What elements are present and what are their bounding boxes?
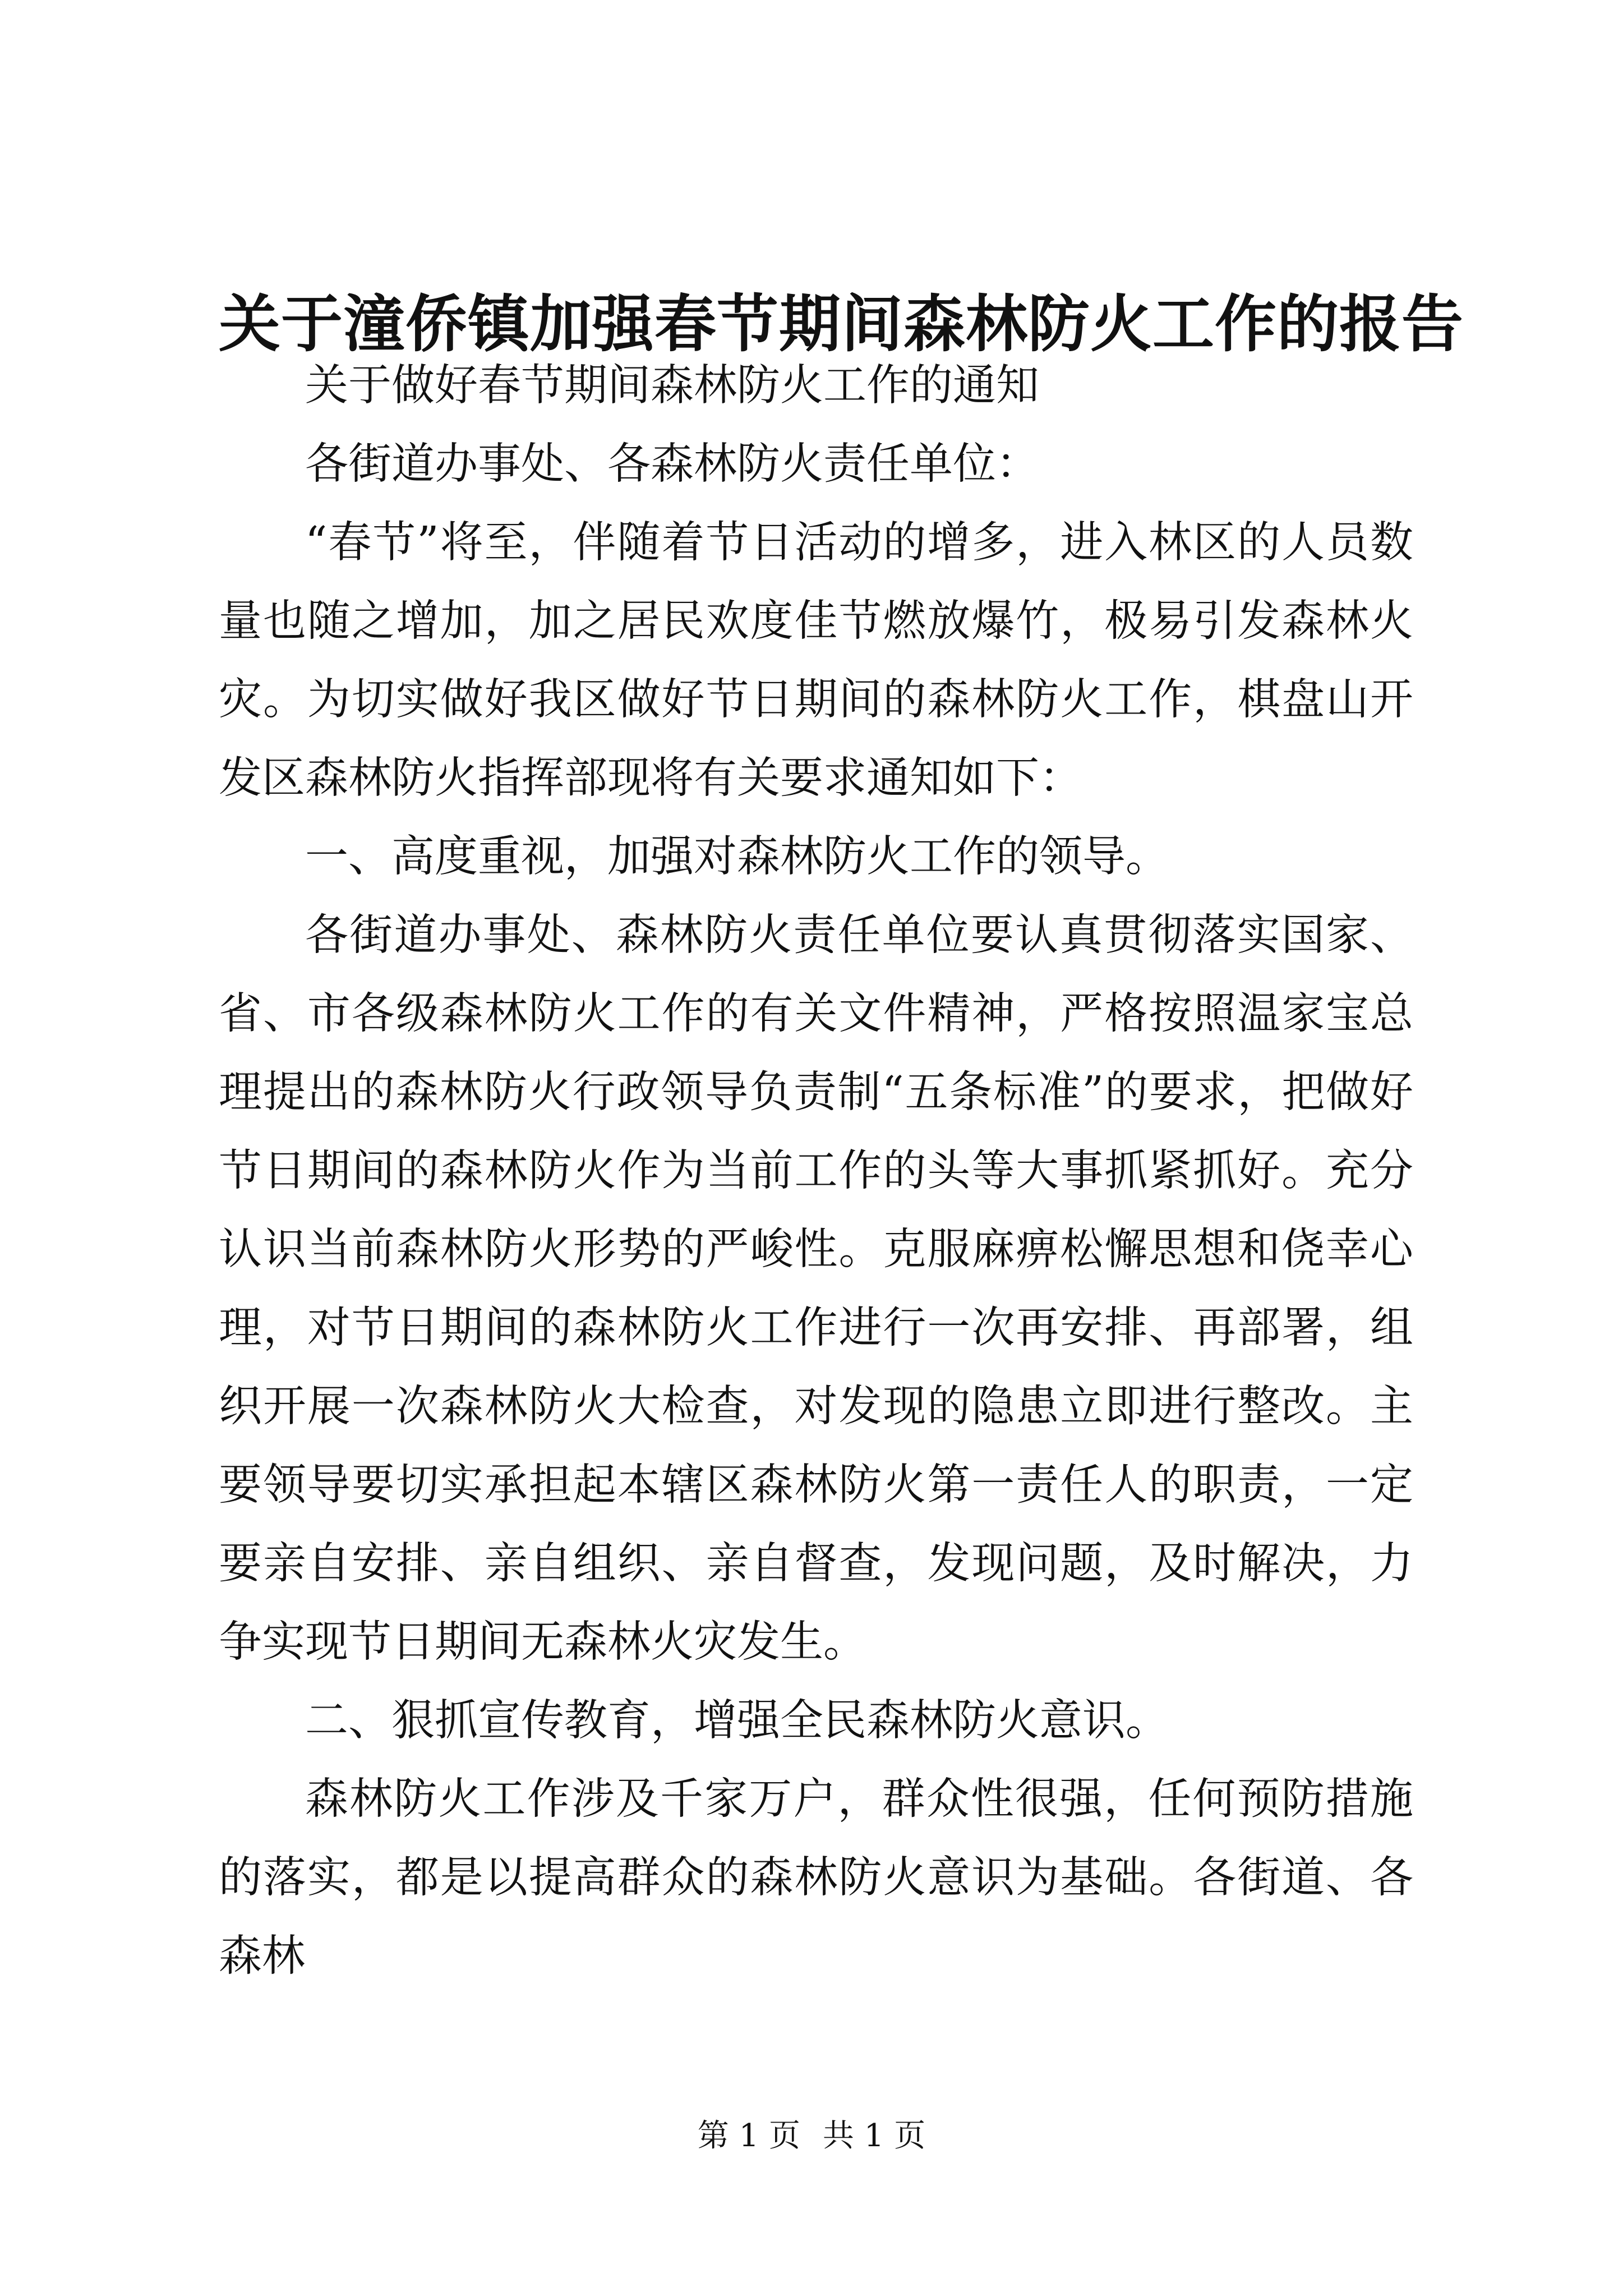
section-heading-2: 二、狠抓宣传教育，增强全民森林防火意识。	[305, 1696, 1169, 1746]
page-footer	[0, 2114, 1623, 2159]
recipient-line: 各街道办事处、各森林防火责任单位：	[305, 439, 1039, 489]
section-heading-1: 一、高度重视，加强对森林防火工作的领导。	[305, 832, 1169, 882]
intro-paragraph: “春节”将至，伴随着节日活动的增多，进入林区的人员数量也随之增加，加之居民欢度佳节燃放爆竹，极易引发森林火灾。为切实做好我区做好节日期间的森林防火工作，棋盘山开发区森林防火指挥部现将有关要求通知如下：	[219, 518, 1413, 803]
section-body-2: 森林防火工作涉及千家万户，群众性很强，任何预防措施的落实，都是以提高群众的森林防火意识为基础。各街道、各森林	[219, 1774, 1413, 1981]
document-body	[219, 347, 1413, 2086]
notice-heading: 关于做好春节期间森林防火工作的通知	[305, 361, 1039, 411]
section-body-1: 各街道办事处、森林防火责任单位要认真贯彻落实国家、省、市各级森林防火工作的有关文件精神，严格按照温家宝总理提出的森林防火行政领导负责制“五条标准”的要求，把做好节日期间的森林防火作为当前工作的头等大事抓紧抓好。充分认识当前森林防火形势的严峻性。克服麻痹松懈思想和侥幸心理，对节日期间的森林防火工作进行一次再安排、再部署，组织开展一次森林防火大检查，对发现的隐患立即进行整改。主要领导要切实承担起本辖区森林防火第一责任人的职责，一定要亲自安排、亲自组织、亲自督查，发现问题，及时解决，力争实现节日期间无森林火灾发生。	[219, 910, 1413, 1667]
page-total: 共 1 页	[823, 2118, 926, 2154]
page-number: 第 1 页	[697, 2118, 800, 2154]
document-title: 关于潼侨镇加强春节期间森林防火工作的报告	[219, 288, 1464, 360]
